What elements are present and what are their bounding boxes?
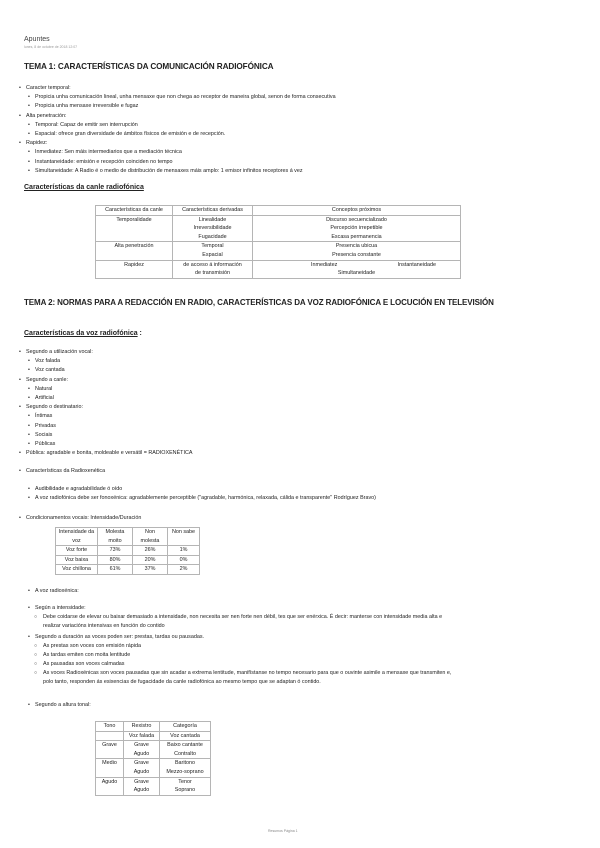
- table-cell: 0%: [168, 555, 200, 565]
- table-header: Características derivadas: [173, 206, 253, 216]
- list-item: • Segundo a altura tonal:: [16, 701, 91, 710]
- table-row: [96, 242, 461, 260]
- table-cell: 37%: [133, 565, 168, 575]
- table-cell: [124, 759, 160, 777]
- page-title: Apuntes: [24, 36, 50, 43]
- list-item: • A voz radiofónica debe ser fonoxénica: agradablemente perceptible ("agradable, harmónica, relaxada, cálida e transparente" Rodríguez Bravo): [16, 494, 376, 503]
- cell-line: Linealidade: [198, 216, 227, 223]
- table-cell: 80%: [98, 555, 133, 565]
- table-cell: 26%: [133, 546, 168, 556]
- list-item-text: As pausadas son voces calmadas: [43, 661, 125, 667]
- cell-line: Baritono: [174, 760, 196, 767]
- list-item: • Audibilidade e agradabilidade ó oído: [16, 485, 376, 494]
- list-item: • Íntimas: [16, 412, 192, 421]
- dur-list: [26, 642, 456, 687]
- list-item: • Sociais: [16, 431, 192, 440]
- list-item-text: As prestas son voces con emisión rápida: [43, 643, 141, 649]
- cell-line: de transmisión: [194, 270, 231, 277]
- list-item: • Segundo o destinatario:: [16, 403, 192, 412]
- table-cell: [253, 242, 461, 260]
- section-title-suffix: :: [137, 330, 142, 337]
- alt-label: [16, 701, 91, 710]
- canle-table: [95, 205, 461, 279]
- table-header: Non sabe: [168, 528, 200, 546]
- cell-line: Baixo cantante: [167, 742, 203, 749]
- cell-line: Escasa permanencia: [331, 233, 382, 240]
- cell-line: Grave: [134, 742, 149, 749]
- int-label: [16, 604, 86, 613]
- cell-line: Agudo: [133, 768, 150, 775]
- table-header: Intensidade da voz: [56, 528, 98, 546]
- list-item: • A voz radioxénica:: [16, 587, 79, 596]
- table-cell: Voz cantada: [160, 731, 211, 741]
- section-title-canle: Características da canle radiofónica: [24, 184, 144, 191]
- cell-line: de acceso á información: [183, 261, 242, 268]
- table-cell: [96, 731, 124, 741]
- table-row: [96, 759, 211, 777]
- voz-list: [16, 348, 192, 458]
- list-item: • Temporal: Capaz de emitir sen interrupción: [16, 121, 336, 130]
- cond-table: [55, 527, 200, 575]
- cell-line: Grave: [134, 760, 149, 767]
- list-item: • Alta penetración:: [16, 112, 336, 121]
- list-item: • Segundo a canle:: [16, 376, 192, 385]
- table-cell: [124, 777, 160, 795]
- table-header: Tono: [96, 722, 124, 732]
- cell-line: Presencia constante: [332, 251, 381, 258]
- table-cell: Voz baixa: [56, 555, 98, 565]
- list-item: • Simultaneidade: A Radio é o medio de distribución de mensaxes máis amplo: 1 emisor infinitos receptores á vez: [16, 167, 336, 176]
- list-item: • Segundo a duración as voces poden ser: prestas, tardas ou pausadas.: [16, 633, 204, 642]
- list-item: • Inmediatez: Sen máis intermediarios que a mediación técnica: [16, 148, 336, 157]
- table-row: [96, 731, 211, 741]
- table-header: Non molesta: [133, 528, 168, 546]
- table-cell: [160, 759, 211, 777]
- page-footer: Resumos Página 1: [268, 829, 298, 833]
- list-item: • Privadas: [16, 422, 192, 431]
- list-item: • Según a intensidade:: [16, 604, 86, 613]
- table-header: Conceptos próximos: [253, 206, 461, 216]
- section-title-voz: [24, 330, 142, 337]
- table-row: [96, 206, 461, 216]
- cell-line: Agudo: [133, 750, 150, 757]
- cell-line: Grave: [134, 778, 149, 785]
- voz-label: [16, 587, 79, 596]
- list-item: • Condicionamentos vocais: Intensidade/Duración: [16, 514, 141, 523]
- table-row: [96, 741, 211, 759]
- list-item: • Voz cantada: [16, 366, 192, 375]
- table-cell: Rapidez: [96, 260, 173, 278]
- tema2-title: TEMA 2: NORMAS PARA A REDACCIÓN EN RADIO, CARACTERÍSTICAS DA VOZ RADIOFÓNICA E LOCUCIÓN EN TELEVISIÓN: [24, 298, 494, 307]
- list-item: • Instantaneidade: emisión e recepción coinciden no tempo: [16, 158, 336, 167]
- table-row: [96, 777, 211, 795]
- list-item: • Voz falada: [16, 357, 192, 366]
- radio-list: [16, 485, 376, 503]
- table-row: [96, 722, 211, 732]
- cell-line: Mezzo-soprano: [166, 768, 204, 775]
- cell-line: Irreversibilidade: [193, 225, 232, 232]
- cell-line: Espacial: [202, 251, 223, 258]
- radio-label: [16, 467, 105, 476]
- table-cell: Medio: [96, 759, 124, 777]
- list-item: • Segundo a utilización vocal:: [16, 348, 192, 357]
- dur-label: [16, 633, 204, 642]
- list-item: • Caracter temporal:: [16, 84, 336, 93]
- table-row: [56, 546, 200, 556]
- list-item: [26, 660, 456, 669]
- list-item: • Públicas: [16, 440, 192, 449]
- cond-label: [16, 514, 141, 523]
- table-cell: Voz forte: [56, 546, 98, 556]
- tema1-title: TEMA 1: CARACTERÍSTICAS DA COMUNICACIÓN RADIOFÓNICA: [24, 62, 274, 71]
- cell-line: Agudo: [133, 787, 150, 794]
- table-cell: 1%: [168, 546, 200, 556]
- list-item: • Natural: [16, 385, 192, 394]
- table-header: Molesta moito: [98, 528, 133, 546]
- table-cell: [124, 741, 160, 759]
- table-cell: Alta penetración: [96, 242, 173, 260]
- cell-line: Fugacidade: [198, 233, 227, 240]
- table-cell: Voz chillona: [56, 565, 98, 575]
- list-item: [26, 613, 456, 631]
- cell-line: Contralto: [174, 750, 196, 757]
- table-cell: 73%: [98, 546, 133, 556]
- table-cell: Agudo: [96, 777, 124, 795]
- list-item-text: As voces Radioxénicas son voces pausadas que sin acadar a extrema lentitude, manifístanse no tempo necesario para que o ouvinte asimile a mensaxe que transmiten e, polo tanto, responden ás esixencias de fugacidade da canle radiofónica ao mesmo tempo que se adaptan ó contido.: [43, 670, 452, 685]
- cell-line: [255, 261, 458, 270]
- list-item: • Pública: agradable e bonita, moldeable e versátil = RADIOXENÉTICA: [16, 449, 192, 458]
- cell-line: Tenor: [178, 778, 192, 785]
- page-date: lunes, 8 de octubre de 2018 12:07: [24, 45, 78, 49]
- table-cell: Voz falada: [124, 731, 160, 741]
- table-cell: 2%: [168, 565, 200, 575]
- list-item-text: As tardas emiten con moita lentitude: [43, 652, 131, 658]
- cell-text: Inmediatez: [311, 261, 338, 268]
- list-item: [26, 669, 456, 687]
- table-cell: Grave: [96, 741, 124, 759]
- list-item: • Espacial: ofrece gran diversidade de ámbitos físicos de emisión e de recepción.: [16, 130, 336, 139]
- table-header: Rexistro: [124, 722, 160, 732]
- list-item: • Artificial: [16, 394, 192, 403]
- list-item: • Rapidez:: [16, 139, 336, 148]
- cell-line: Temporal: [201, 243, 224, 250]
- table-row: [56, 528, 200, 546]
- cell-line: Simultaneidade: [337, 270, 376, 277]
- table-cell: [173, 260, 253, 278]
- cell-line: Discurso secuencializado: [326, 216, 387, 223]
- table-cell: 61%: [98, 565, 133, 575]
- cell-line: Percepción irrepetible: [330, 225, 383, 232]
- list-item: [26, 642, 456, 651]
- cell-line: Presencia ubicua: [335, 243, 378, 250]
- int-list: [26, 613, 456, 631]
- list-item-text: Debe coidarse de elevar ou baixar demasiado a intensidade, non necesita ser nen forte nen débil, tes que ser enérxica. É decir: manterse con intensidade media alta e realizar variacións intensivas en función do contido: [43, 614, 443, 629]
- table-cell: [160, 777, 211, 795]
- table-header: Características da canle: [96, 206, 173, 216]
- list-item: • Propicia unha comunicación lineal, unha mensaxe que non chega ao receptor de maneira global, senon de forma consecutiva: [16, 93, 336, 102]
- table-cell: [160, 741, 211, 759]
- table-row: [56, 565, 200, 575]
- tema1-list: [16, 84, 336, 176]
- list-item: • Características da Radioxenética: [16, 467, 105, 476]
- tone-table: [95, 721, 211, 796]
- table-row: [56, 555, 200, 565]
- table-row: [96, 215, 461, 242]
- cell-line: Soprano: [174, 787, 196, 794]
- table-header: Categoría: [160, 722, 211, 732]
- table-cell: Temporalidade: [96, 215, 173, 242]
- list-item: [26, 651, 456, 660]
- table-cell: 20%: [133, 555, 168, 565]
- table-row: [96, 260, 461, 278]
- table-cell: [253, 215, 461, 242]
- table-cell: [173, 215, 253, 242]
- table-cell: [253, 260, 461, 278]
- table-cell: [173, 242, 253, 260]
- section-title-text: Características da voz radiofónica: [24, 330, 138, 337]
- cell-text: Instantaneidade: [397, 261, 436, 268]
- list-item: • Propicia unha mensaxe irreversible e fugaz: [16, 102, 336, 111]
